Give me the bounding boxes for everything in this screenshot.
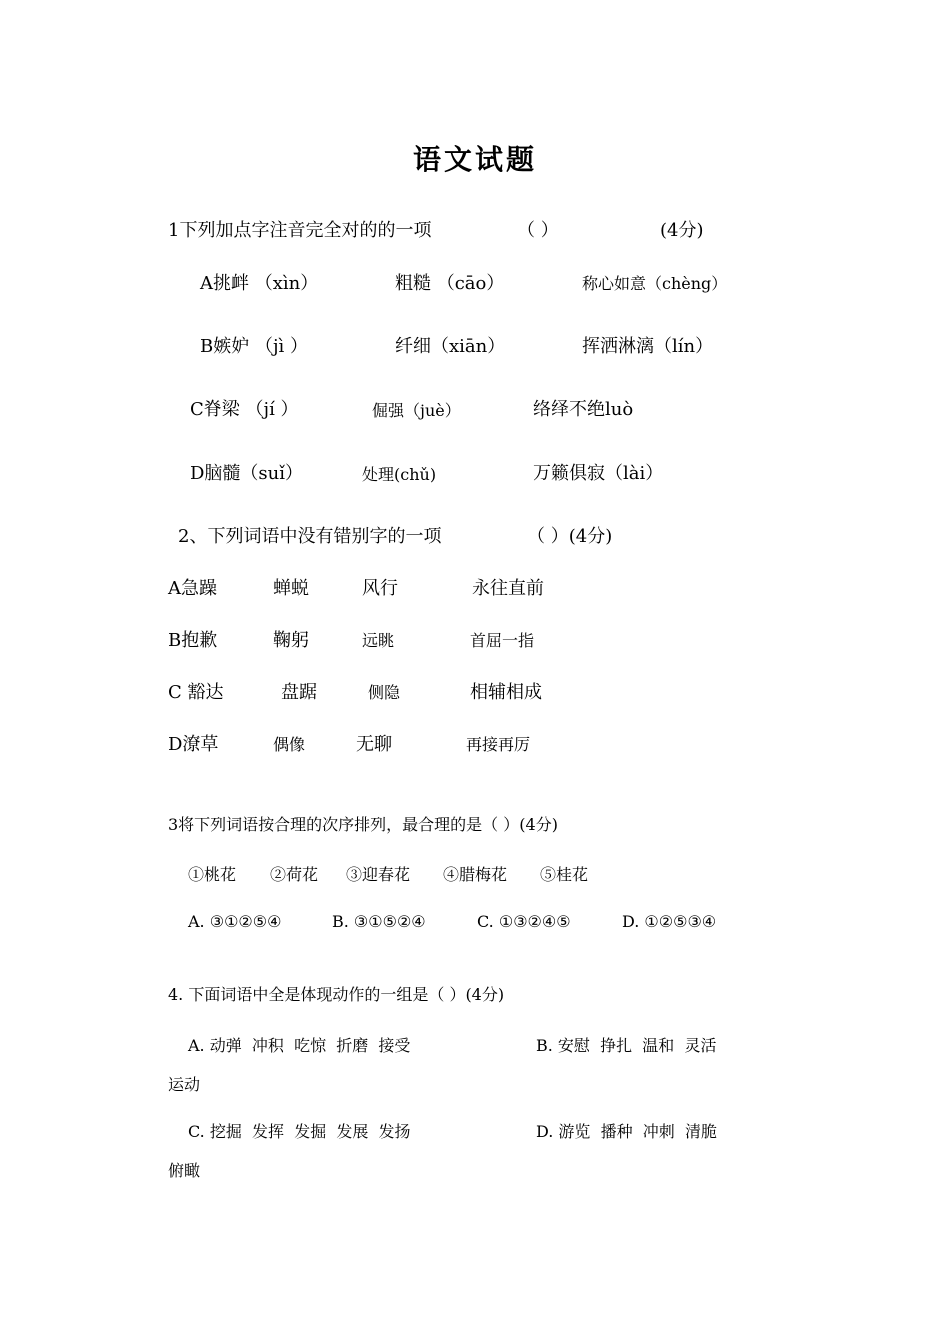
q1-option-c-1: C脊梁 （jí ） (190, 399, 299, 420)
q1-option-a-1: A挑衅 （xìn） (200, 273, 319, 294)
q2-option-d-4: 再接再厉 (466, 735, 531, 754)
q2-option-a-1: A急躁 (168, 578, 217, 599)
q1-option-a-2: 粗糙 （cāo） (395, 273, 505, 294)
q2-option-c-3: 侧隐 (368, 683, 401, 702)
q1-option-d-2: 处理(chǔ) (362, 465, 437, 484)
q1-score: (4分) (660, 220, 704, 241)
q1-answer-blank: （ ） (517, 220, 559, 241)
q3-choice-a: A. ③①②⑤④ (188, 912, 282, 931)
q2-option-d-1: D潦草 (168, 734, 219, 755)
q2-option-a-3: 风行 (362, 578, 398, 599)
q4-option-c: C. 挖掘 发挥 发掘 发展 发扬 (188, 1122, 411, 1141)
q3-choice-c: C. ①③②④⑤ (477, 912, 571, 931)
q1-option-b-3: 挥洒淋漓（lín） (582, 336, 714, 357)
q1-option-b-1: B嫉妒 （jì ） (200, 336, 309, 357)
q3-item-5: ⑤桂花 (540, 865, 589, 884)
q3-choice-b: B. ③①⑤②④ (332, 912, 426, 931)
q1-option-a-3: 称心如意（chèng） (582, 274, 728, 293)
q2-option-b-2: 鞠躬 (273, 630, 309, 651)
q3-item-2: ②荷花 (270, 865, 319, 884)
q2-option-d-3: 无聊 (356, 734, 392, 755)
q2-option-d-2: 偶像 (273, 735, 306, 754)
q3-item-1: ①桃花 (188, 865, 237, 884)
q1-option-c-3: 络绎不绝luò (533, 399, 634, 420)
q4-option-b: B. 安慰 挣扎 温和 灵活 (536, 1036, 717, 1055)
q1-option-b-2: 纤细（xiān） (395, 336, 506, 357)
q1-option-d-1: D脑髓（suǐ） (190, 463, 304, 484)
q4-option-d-wrap: 俯瞰 (168, 1161, 201, 1180)
q2-option-c-1: C 豁达 (168, 682, 224, 703)
q2-option-a-4: 永往直前 (472, 578, 544, 599)
q4-option-b-wrap: 运动 (168, 1075, 201, 1094)
q3-item-4: ④腊梅花 (443, 865, 508, 884)
q1-option-c-2: 倔强（juè） (372, 401, 461, 420)
q2-stem: 2、下列词语中没有错别字的一项 (178, 526, 442, 547)
q3-choice-d: D. ①②⑤③④ (622, 912, 717, 931)
q3-item-3: ③迎春花 (346, 865, 411, 884)
q2-option-c-4: 相辅相成 (470, 682, 542, 703)
q1-option-d-3: 万籁俱寂（lài） (533, 463, 664, 484)
q4-stem: 4. 下面词语中全是体现动作的一组是（ ）(4分) (168, 985, 505, 1004)
q2-option-c-2: 盘踞 (281, 682, 317, 703)
q1-stem: 1下列加点字注音完全对的的一项 (168, 220, 432, 241)
q4-option-a: A. 动弹 冲积 吃惊 折磨 接受 (188, 1036, 411, 1055)
page-title: 语文试题 (412, 143, 537, 176)
q2-option-b-3: 远眺 (362, 631, 395, 650)
q4-option-d: D. 游览 播种 冲刺 清脆 (536, 1122, 717, 1141)
q2-answer-blank: （ ）(4分) (527, 526, 613, 547)
q2-option-a-2: 蝉蜕 (273, 578, 309, 599)
q3-stem: 3将下列词语按合理的次序排列，最合理的是（ ）(4分) (168, 815, 558, 834)
q2-option-b-1: B抱歉 (168, 630, 218, 651)
q2-option-b-4: 首屈一指 (470, 631, 535, 650)
